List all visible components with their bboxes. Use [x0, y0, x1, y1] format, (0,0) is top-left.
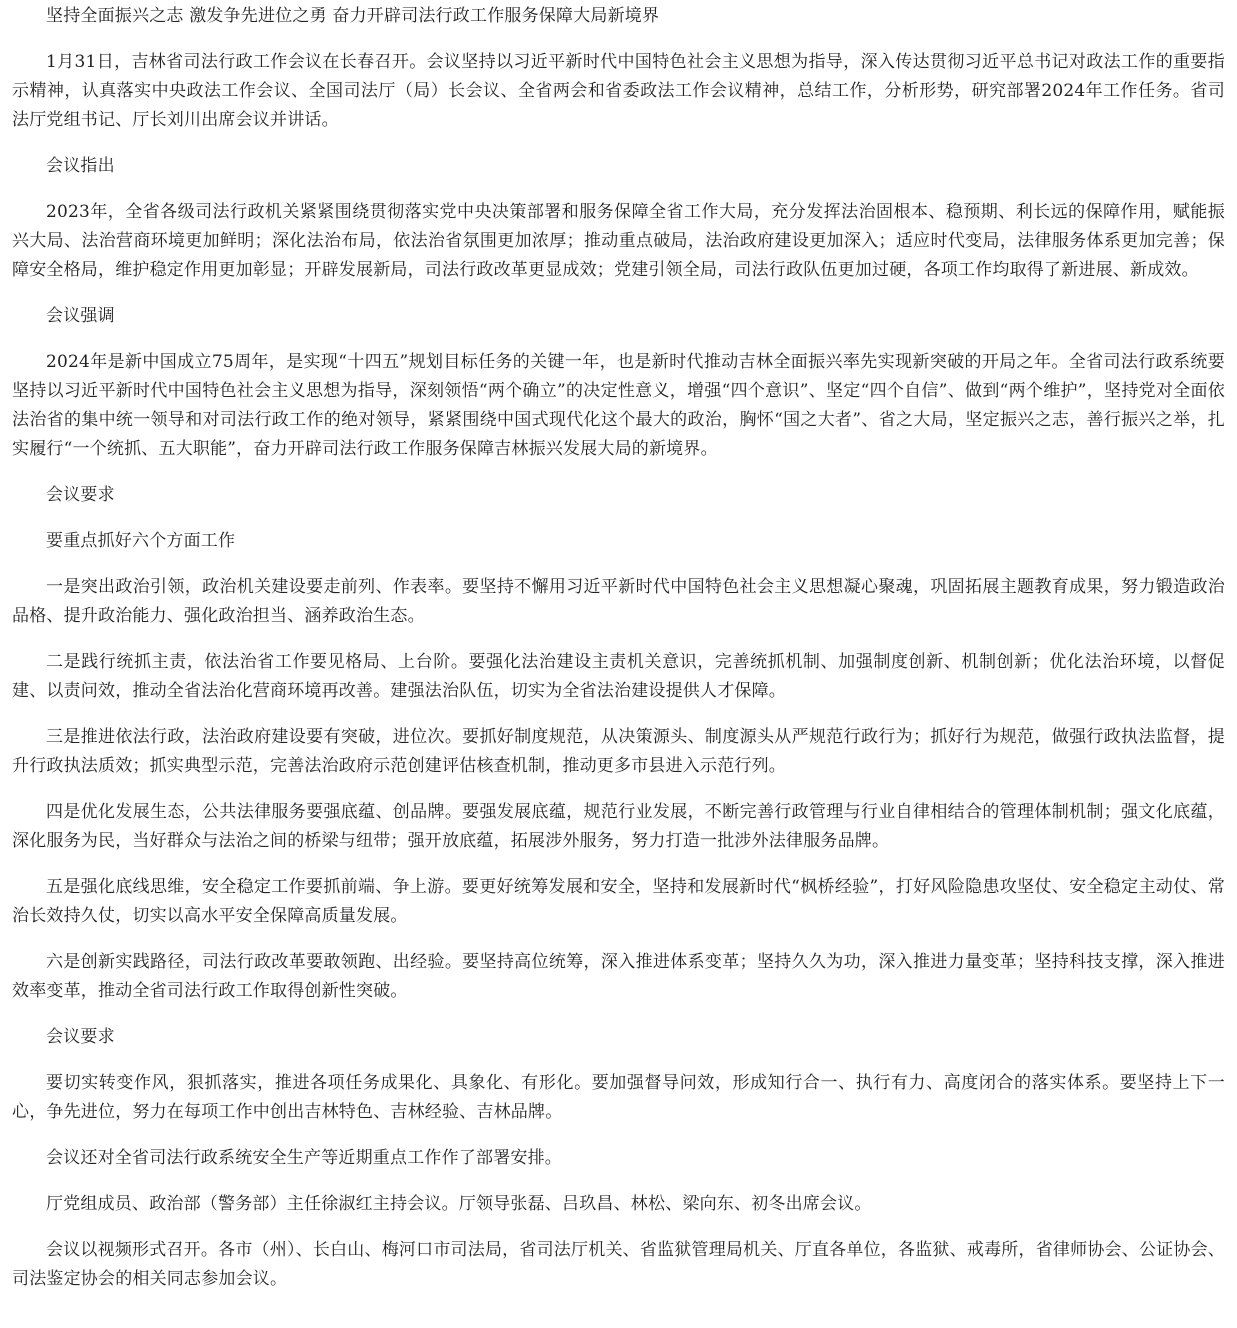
- paragraph-point-six: 六是创新实践路径，司法行政改革要敢领跑、出经验。要坚持高位统筹，深入推进体系变革；坚持久久为功，深入推进力量变革；坚持科技支撑，深入推进效率变革，推动全省司法行政工作取得创新性突破。: [12, 952, 1225, 1001]
- paragraph-2023-review: 2023年，全省各级司法行政机关紧紧围绕贯彻落实党中央决策部署和服务保障全省工作大局，充分发挥法治固根本、稳预期、利长远的保障作用，赋能振兴大局、法治营商环境更加鲜明；深化法治布局，依法治省氛围更加浓厚；推动重点破局，法治政府建设更加深入；适应时代变局，法律服务体系更加完善；保障安全格局，维护稳定作用更加彰显；开辟发展新局，司法行政改革更显成效；党建引领全局，司法行政队伍更加过硬，各项工作均取得了新进展、新成效。: [12, 202, 1225, 280]
- paragraph-safety-arrangement: 会议还对全省司法行政系统安全生产等近期重点工作作了部署安排。: [46, 1148, 562, 1168]
- heading-meeting-required-2: 会议要求: [46, 1027, 115, 1047]
- paragraph-host-attendees: 厅党组成员、政治部（警务部）主任徐淑红主持会议。厅领导张磊、吕玖昌、林松、梁向东、初冬出席会议。: [46, 1194, 872, 1214]
- paragraph-point-five: 五是强化底线思维，安全稳定工作要抓前端、争上游。要更好统筹发展和安全，坚持和发展新时代“枫桥经验”，打好风险隐患攻坚仗、安全稳定主动仗、常治长效持久仗，切实以高水平安全保障高质量发展。: [12, 877, 1225, 926]
- paragraph-video-participants: 会议以视频形式召开。各市（州）、长白山、梅河口市司法局，省司法厅机关、省监狱管理局机关、厅直各单位，各监狱、戒毒所，省律师协会、公证协会、司法鉴定协会的相关同志参加会议。: [12, 1240, 1225, 1289]
- heading-meeting-emphasized: 会议强调: [46, 306, 115, 326]
- paragraph-2024-emphasis: 2024年是新中国成立75周年，是实现“十四五”规划目标任务的关键一年，也是新时代推动吉林全面振兴率先实现新突破的开局之年。全省司法行政系统要坚持以习近平新时代中国特色社会主义思想为指导，深刻领悟“两个确立”的决定性意义，增强“四个意识”、坚定“四个自信”、做到“两个维护”，坚持党对全面依法治省的集中统一领导和对司法行政工作的绝对领导，紧紧围绕中国式现代化这个最大的政治，胸怀“国之大者”、省之大局，坚定振兴之志，善行振兴之举，扎实履行“一个统抓、五大职能”，奋力开辟司法行政工作服务保障吉林振兴发展大局的新境界。: [12, 352, 1225, 459]
- paragraph-point-four: 四是优化发展生态，公共法律服务要强底蕴、创品牌。要强发展底蕴，规范行业发展，不断完善行政管理与行业自律相结合的管理体制机制；强文化底蕴，深化服务为民，当好群众与法治之间的桥梁与纽带；强开放底蕴，拓展涉外服务，努力打造一批涉外法律服务品牌。: [12, 802, 1225, 851]
- paragraph-point-three: 三是推进依法行政，法治政府建设要有突破，进位次。要抓好制度规范，从决策源头、制度源头从严规范行政行为；抓好行为规范，做强行政执法监督，提升行政执法质效；抓实典型示范，完善法治政府示范创建评估核查机制，推动更多市县进入示范行列。: [12, 727, 1225, 776]
- article-title: 坚持全面振兴之志 激发争先进位之勇 奋力开辟司法行政工作服务保障大局新境界: [46, 6, 660, 26]
- heading-meeting-pointed-out: 会议指出: [46, 156, 115, 176]
- paragraph-meeting-intro: 1月31日，吉林省司法行政工作会议在长春召开。会议坚持以习近平新时代中国特色社会主义思想为指导，深入传达贯彻习近平总书记对政法工作的重要指示精神，认真落实中央政法工作会议、全国司法厅（局）长会议、全省两会和省委政法工作会议精神，总结工作，分析形势，研究部署2024年工作任务。省司法厅党组书记、厅长刘川出席会议并讲话。: [12, 52, 1225, 130]
- paragraph-point-one: 一是突出政治引领，政治机关建设要走前列、作表率。要坚持不懈用习近平新时代中国特色社会主义思想凝心聚魂，巩固拓展主题教育成果，努力锻造政治品格、提升政治能力、强化政治担当、涵养政治生态。: [12, 577, 1225, 626]
- heading-six-aspects: 要重点抓好六个方面工作: [46, 531, 236, 551]
- paragraph-point-two: 二是践行统抓主责，依法治省工作要见格局、上台阶。要强化法治建设主责机关意识，完善统抓机制、加强制度创新、机制创新；优化法治环境，以督促建、以责问效，推动全省法治化营商环境再改善。建强法治队伍，切实为全省法治建设提供人才保障。: [12, 652, 1225, 701]
- paragraph-work-style: 要切实转变作风，狠抓落实，推进各项任务成果化、具象化、有形化。要加强督导问效，形成知行合一、执行有力、高度闭合的落实体系。要坚持上下一心，争先进位，努力在每项工作中创出吉林特色、吉林经验、吉林品牌。: [12, 1073, 1225, 1122]
- heading-meeting-required: 会议要求: [46, 485, 115, 505]
